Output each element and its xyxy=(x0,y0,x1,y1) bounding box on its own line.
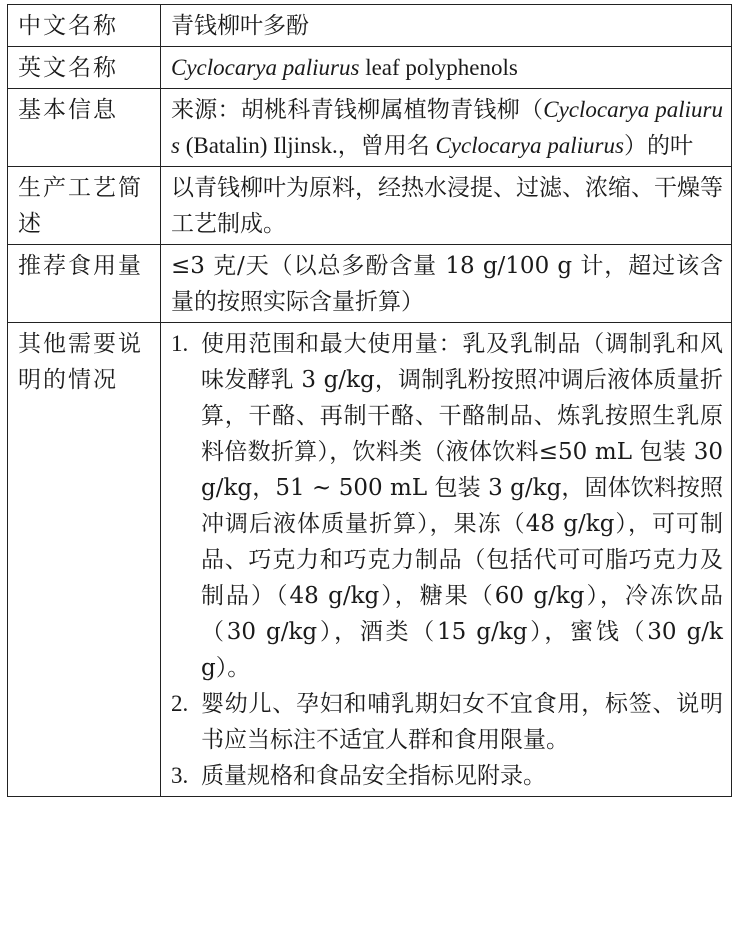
basic-info-source: 来源：胡桃科青钱柳属植物青钱柳（ xyxy=(171,97,544,123)
list-item-number: 1. xyxy=(171,331,189,356)
english-name-suffix: leaf polyphenols xyxy=(359,55,518,80)
value-basic-info xyxy=(161,89,732,167)
label-basic-info: 基本信息 xyxy=(8,89,161,167)
list-item-number: 3. xyxy=(171,763,189,788)
basic-info-former-name: Cyclocarya paliurus xyxy=(435,133,624,158)
row-chinese-name xyxy=(8,5,732,47)
other-notes-list xyxy=(171,326,723,794)
row-basic-info xyxy=(8,89,732,167)
label-process: 生产工艺简述 xyxy=(8,167,161,245)
list-item-text: 质量规格和食品安全指标见附录。 xyxy=(201,763,546,789)
specification-table xyxy=(7,4,732,797)
english-name-species: Cyclocarya paliurus xyxy=(171,55,360,80)
basic-info-species: Cyclocarya paliurus xyxy=(171,97,724,158)
value-dosage: ≤3 克/天（以总多酚含量 18 g/100 g 计，超过该含量的按照实际含量折算） xyxy=(161,245,732,323)
list-item-text: 使用范围和最大使用量：乳及乳制品（调制乳和风味发酵乳 3 g/kg，调制乳粉按照冲调后液体质量折算，干酪、再制干酪、干酪制品、炼乳按照生乳原料倍数折算），饮料类（液体饮料≤50 mL 包装 30 g/kg，51 ~ 500 mL 包装 3 g/kg，固体饮料按照冲调后液体质量折算），果冻（48 g/kg），可可制品、巧克力和巧克力制品（包括代可可脂巧克力及制品）（48 g/kg），糖果（60 g/kg），冷冻饮品（30 g/kg），酒类（15 g/kg），蜜饯（30 g/kg）。 xyxy=(201,331,723,681)
list-item xyxy=(171,326,723,686)
row-other xyxy=(8,323,732,797)
label-dosage: 推荐食用量 xyxy=(8,245,161,323)
list-item-number: 2. xyxy=(171,691,189,716)
list-item xyxy=(171,686,723,758)
label-other: 其他需要说明的情况 xyxy=(8,323,161,797)
value-process: 以青钱柳叶为原料，经热水浸提、过滤、浓缩、干燥等工艺制成。 xyxy=(161,167,732,245)
label-chinese-name: 中文名称 xyxy=(8,5,161,47)
row-dosage xyxy=(8,245,732,323)
value-english-name xyxy=(161,47,732,89)
value-other xyxy=(161,323,732,797)
value-chinese-name: 青钱柳叶多酚 xyxy=(161,5,732,47)
basic-info-part: ）的叶 xyxy=(623,133,693,159)
row-english-name xyxy=(8,47,732,89)
row-process xyxy=(8,167,732,245)
label-english-name: 英文名称 xyxy=(8,47,161,89)
basic-info-authority: (Batalin) Iljinsk.，曾用名 xyxy=(179,133,436,158)
list-item xyxy=(171,758,723,794)
list-item-text: 婴幼儿、孕妇和哺乳期妇女不宜食用，标签、说明书应当标注不适宜人群和食用限量。 xyxy=(201,691,723,753)
